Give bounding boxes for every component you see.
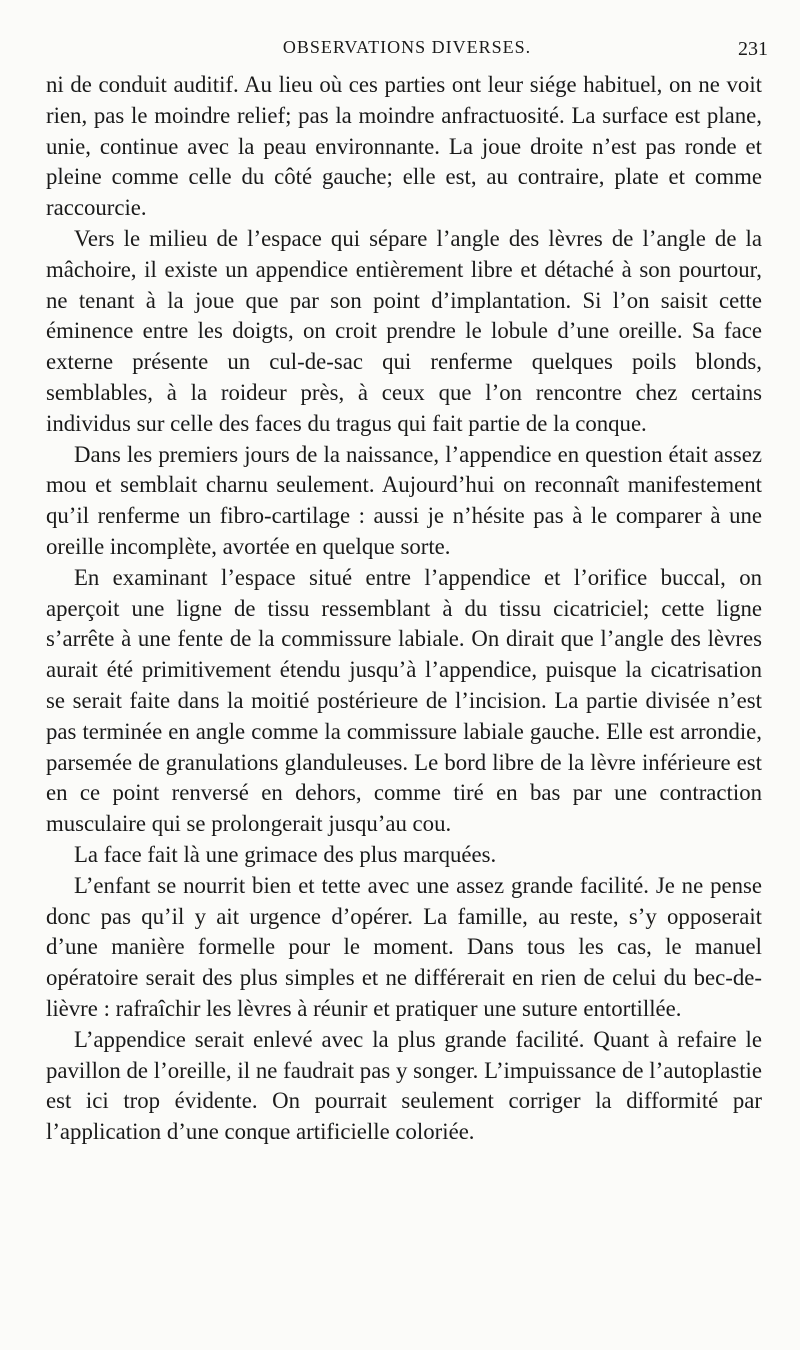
paragraph-1: ni de conduit auditif. Au lieu où ces parties ont leur siége habituel, on ne voit rien, pas le moindre relief; pas la moindre anfractuosité. La surface est plane, unie, continue avec la peau environnante. La joue droite n’est pas ronde et pleine comme celle du côté gauche; elle est, au contraire, plate et comme raccourcie. xyxy=(46,72,762,221)
paragraph-2: Vers le milieu de l’espace qui sépare l’angle des lèvres de l’angle de la mâchoire, il existe un appendice entièrement libre et détaché à son pourtour, ne tenant à la joue que par son point d’implantation. Si l’on saisit cette éminence entre les doigts, on croit prendre le lobule d’une oreille. Sa face externe présente un cul-de-sac qui renferme quelques poils blonds, semblables, à la roideur près, à ceux que l’on rencontre chez certains individus sur celle des faces du tragus qui fait partie de la conque. xyxy=(46,225,762,436)
running-title: OBSERVATIONS DIVERSES. xyxy=(282,37,532,57)
page-number: 231 xyxy=(738,38,768,60)
body-text xyxy=(46,70,762,1148)
running-head xyxy=(46,36,768,66)
paragraph-7: L’appendice serait enlevé avec la plus grande facilité. Quant à refaire le pavillon de l’oreille, il ne faudrait pas y songer. L’impuissance de l’autoplastie est ici trop évidente. On pourrait seulement corriger la difformité par l’application d’une conque artificielle coloriée. xyxy=(46,1026,762,1145)
paragraph-3: Dans les premiers jours de la naissance, l’appendice en question était assez mou et semblait charnu seulement. Aujourd’hui on reconnaît manifestement qu’il renferme un fibro-cartilage : aussi je n’hésite pas à le comparer à une oreille incomplète, avortée en quelque sorte. xyxy=(46,441,762,559)
paragraph-4: En examinant l’espace situé entre l’appendice et l’orifice buccal, on aperçoit une ligne de tissu ressemblant à du tissu cicatriciel; cette ligne s’arrête à une fente de la commissure labiale. On dirait que l’angle des lèvres aurait été primitivement étendu jusqu’à l’appendice, puisque la cicatrisation se serait faite dans la moitié postérieure de l’incision. La partie divisée n’est pas terminée en angle comme la commissure labiale gauche. Elle est arrondie, parsemée de granulations glanduleuses. Le bord libre de la lèvre inférieure est en ce point renversé en dehors, comme tiré en bas par une contraction musculaire qui se prolongerait jusqu’au cou. xyxy=(46,564,762,837)
paragraph-6: L’enfant se nourrit bien et tette avec une assez grande facilité. Je ne pense donc pas qu’il y ait urgence d’opérer. La famille, au reste, s’y opposerait d’une manière formelle pour le moment. Dans tous les cas, le manuel opératoire serait des plus simples et ne différerait en rien de celui du bec-de-lièvre : rafraîchir les lèvres à réunir et pratiquer une suture entortillée. xyxy=(46,872,762,1021)
paragraph-5: La face fait là une grimace des plus marquées. xyxy=(74,841,497,867)
